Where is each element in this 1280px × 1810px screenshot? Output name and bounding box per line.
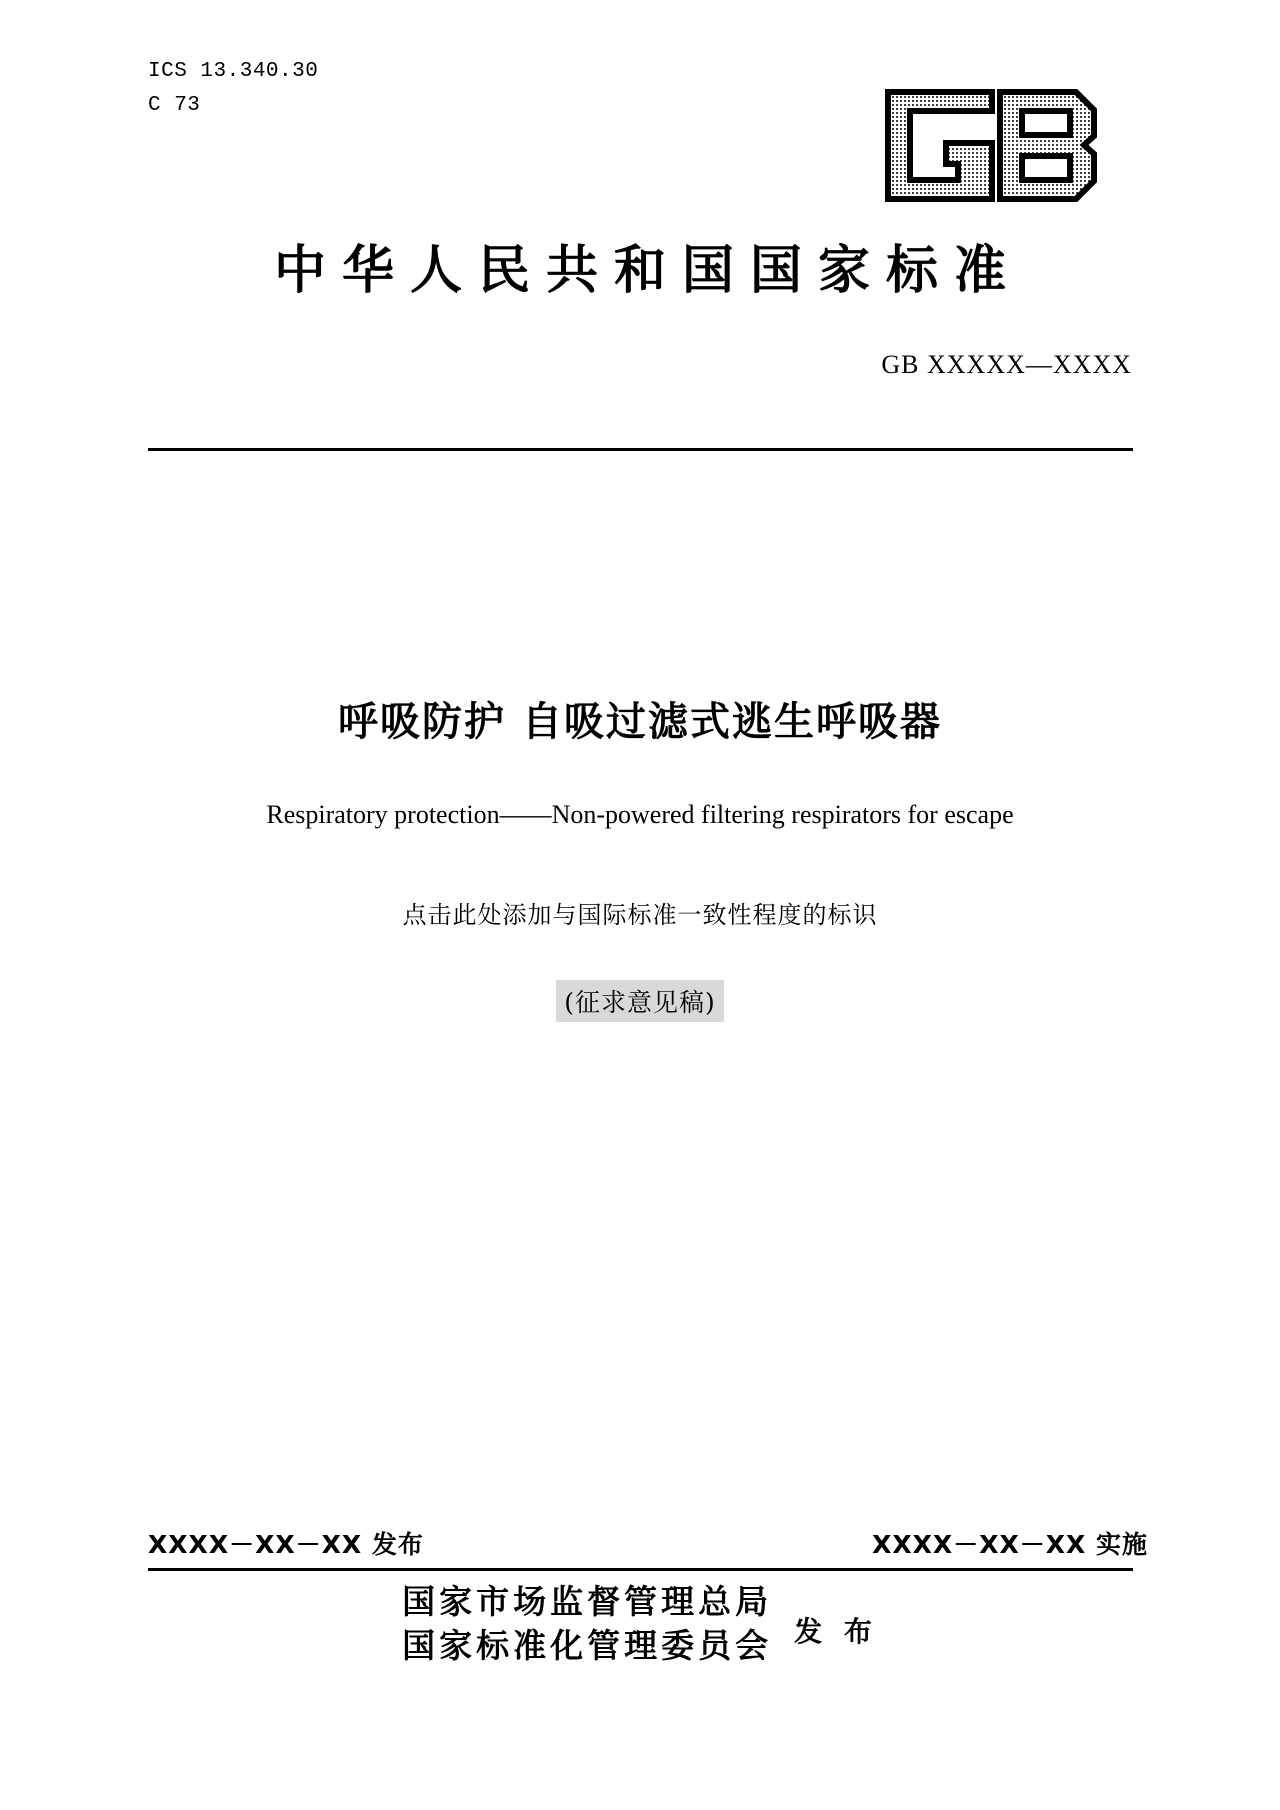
org-lines (402, 1580, 772, 1668)
gb-logo-icon (880, 88, 1120, 203)
national-standard-title: 中华人民共和国国家标准 (273, 240, 1022, 301)
ics-classification (148, 55, 318, 123)
consistency-note: 点击此处添加与国际标准一致性程度的标识 (402, 901, 878, 929)
standard-number: GB XXXXX—XXXX (881, 350, 1132, 379)
issue-date: XXXX－XX－XX 发布 (148, 1530, 424, 1559)
draft-stage-wrapper (0, 980, 1280, 1022)
publish-label: 发 布 (794, 1615, 878, 1648)
ics-line-2: C 73 (148, 94, 201, 117)
issuing-organizations (0, 1580, 1280, 1668)
draft-stage-badge: (征求意见稿) (556, 980, 724, 1022)
footer-dates (148, 1525, 1148, 1561)
document-title-chinese: 呼吸防护 自吸过滤式逃生呼吸器 (338, 699, 942, 745)
ics-line-1: ICS 13.340.30 (148, 60, 319, 83)
org-line-1: 国家市场监督管理总局 (402, 1582, 773, 1621)
document-title-english: Respiratory protection——Non-powered filtering respirators for escape (266, 800, 1014, 829)
issuing-org-inner (402, 1580, 878, 1668)
header-divider (148, 448, 1133, 451)
footer-divider (148, 1568, 1133, 1571)
implement-date: XXXX－XX－XX 实施 (872, 1530, 1148, 1559)
org-line-2: 国家标准化管理委员会 (402, 1626, 773, 1665)
